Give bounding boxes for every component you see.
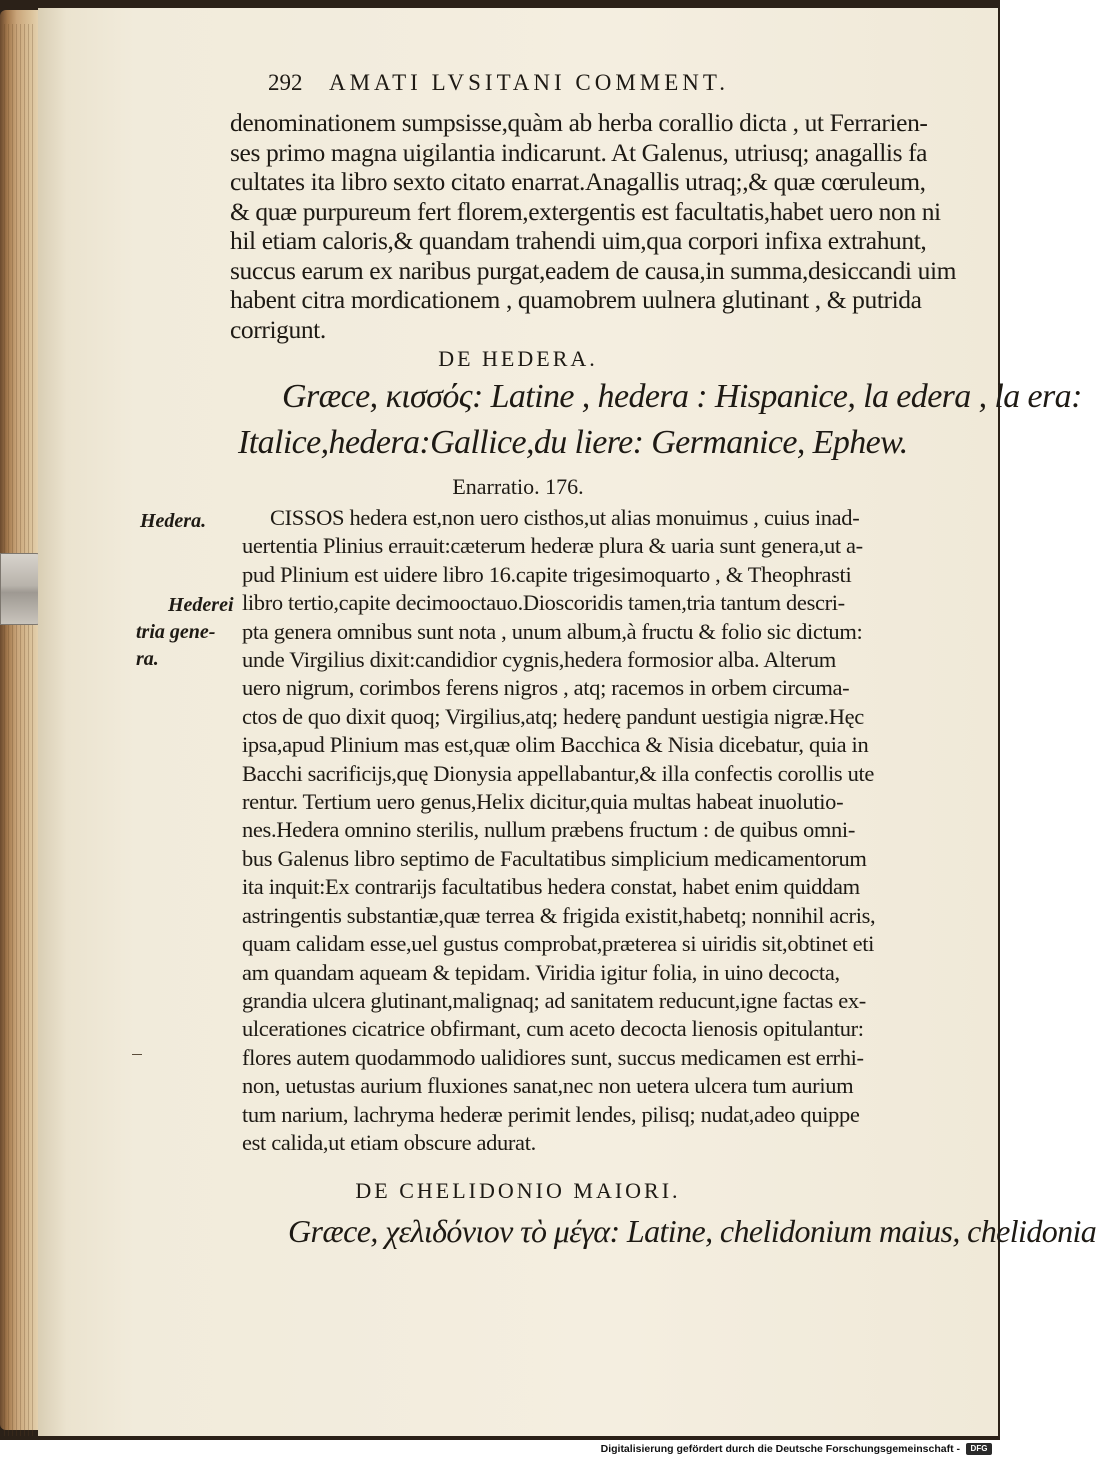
text-line: CISSOS hedera est,non uero cisthos,ut alias monuimus , cuius inad- [270, 505, 860, 530]
running-head [268, 70, 918, 96]
hedera-names-line-1: Græce, κισσός: Latine , hedera : Hispanice, la edera , la era: [282, 378, 1082, 415]
book-page [38, 8, 1096, 1436]
section-heading-hedera: DE HEDERA. [438, 346, 598, 371]
margin-note-hedera: Hedera. [140, 510, 207, 532]
dfg-logo-icon: DFG [966, 1443, 992, 1455]
text-line: uertentia Plinius errauit:cæterum hederæ plura & uaria sunt genera,ut a- [242, 533, 863, 559]
margin-note-tria-genera: tria gene- [136, 621, 216, 643]
text-line: ctos de quo dixit quoq; Virgilius,atq; hederę pandunt uestigia nigræ.Hęc [242, 703, 864, 729]
book-fore-edge [0, 10, 42, 1430]
enarratio-number: Enarratio. 176. [452, 474, 584, 499]
text-line: corrigunt. [230, 314, 326, 344]
margin-note-hederei: Hederei [168, 594, 234, 616]
text-line: cultates ita libro sexto citato enarrat.Anagallis utraq;,& quæ cœruleum, [230, 167, 926, 196]
margin-mark [132, 1054, 142, 1055]
text-line: tum narium, lachryma hederæ perimit lendes, pilisq; nudat,adeo quippe [242, 1101, 860, 1127]
text-line: libro tertio,capite decimooctauo.Dioscoridis tamen,tria tantum descri- [242, 590, 845, 616]
text-line: grandia ulcera glutinant,malignaq; ad sanitatem reducunt,igne factas ex- [242, 987, 866, 1013]
hedera-names-line-2: Italice,hedera:Gallice,du liere: Germanice, Ephew. [238, 424, 908, 461]
hedera-commentary-text [242, 504, 994, 1157]
text-line: uero nigrum, corimbos ferens nigros , atq; racemos in orbem circuma- [242, 675, 850, 701]
text-line: quam calidam esse,uel gustus comprobat,præterea si uiridis sit,obtinet eti [242, 931, 875, 957]
chelidonium-names-line-1: Græce, χελιδόνιον τὸ μέγα: Latine, chelidonium maius, chelidonia [288, 1213, 1096, 1249]
text-line: ipsa,apud Plinium mas est,quæ olim Bacchica & Nisia dicebatur, quia in [242, 732, 869, 758]
running-title: AMATI LVSITANI COMMENT. [328, 70, 730, 95]
text-line: unde Virgilius dixit:candidior cygnis,hedera formosior alba. Alterum [242, 647, 836, 673]
section-heading-chelidonium: DE CHELIDONIO MAIORI. [355, 1178, 681, 1203]
page-number: 292 [268, 70, 303, 95]
margin-note-ra: ra. [136, 648, 159, 670]
page-edges [4, 24, 34, 1436]
text-line: flores autem quodammodo ualidiores sunt, succus medicamen est errhi- [242, 1044, 864, 1070]
text-line: nes.Hedera omnino sterilis, nullum præbens fructum : de quibus omni- [242, 817, 855, 843]
text-line: est calida,ut etiam obscure adurat. [242, 1129, 536, 1155]
text-line: & quæ purpureum fert florem,extergentis est facultatis,habet uero non ni [230, 196, 941, 226]
text-line: astringentis substantiæ,quæ terrea & frigida existit,habetq; nonnihil acris, [242, 902, 876, 928]
text-line: succus earum ex naribus purgat,eadem de causa,in summa,desiccandi uim [230, 255, 957, 285]
footer-bar [0, 1440, 1000, 1459]
text-line: rentur. Tertium uero genus,Helix dicitur,quia multas habeat inuolutio- [242, 789, 844, 815]
text-line: ses primo magna uigilantia indicarunt. At Galenus, utriusq; anagallis fa [230, 137, 928, 167]
text-line: pta genera omnibus sunt nota , unum album,à fructu & folio sic dictum: [242, 618, 863, 644]
text-line: am quandam aqueam & tepidam. Viridia igitur folia, in uino decocta, [242, 959, 840, 985]
text-line: denominationem sumpsisse,quàm ab herba corallio dicta , ut Ferrarien- [230, 108, 928, 137]
text-line: non, uetustas aurium fluxiones sanat,nec non uetera ulcera tum aurium [242, 1073, 854, 1099]
anagallis-text-continuation [230, 108, 988, 344]
text-line: bus Galenus libro septimo de Facultatibus simplicium medicamentorum [242, 845, 867, 871]
text-line: pud Plinium est uidere libro 16.capite trigesimoquarto , & Theophrasti [242, 561, 852, 587]
funding-credit: Digitalisierung gefördert durch die Deutsche Forschungsgemeinschaft - [600, 1443, 960, 1455]
text-line: hil etiam caloris,& quandam trahendi uim,qua corpori infixa extrahunt, [230, 226, 927, 255]
text-line: ulcerationes cicatrice obfirmant, cum aceto decocta lienosis opitulantur: [242, 1016, 864, 1042]
text-line: Bacchi sacrificijs,quę Dionysia appellabantur,& illa confectis corollis ute [242, 760, 875, 786]
text-line: habent citra mordicationem , quamobrem uulnera glutinant , & putrida [230, 285, 922, 314]
text-line: ita inquit:Ex contrarijs facultatibus hedera constat, habet enim quiddam [242, 874, 860, 900]
